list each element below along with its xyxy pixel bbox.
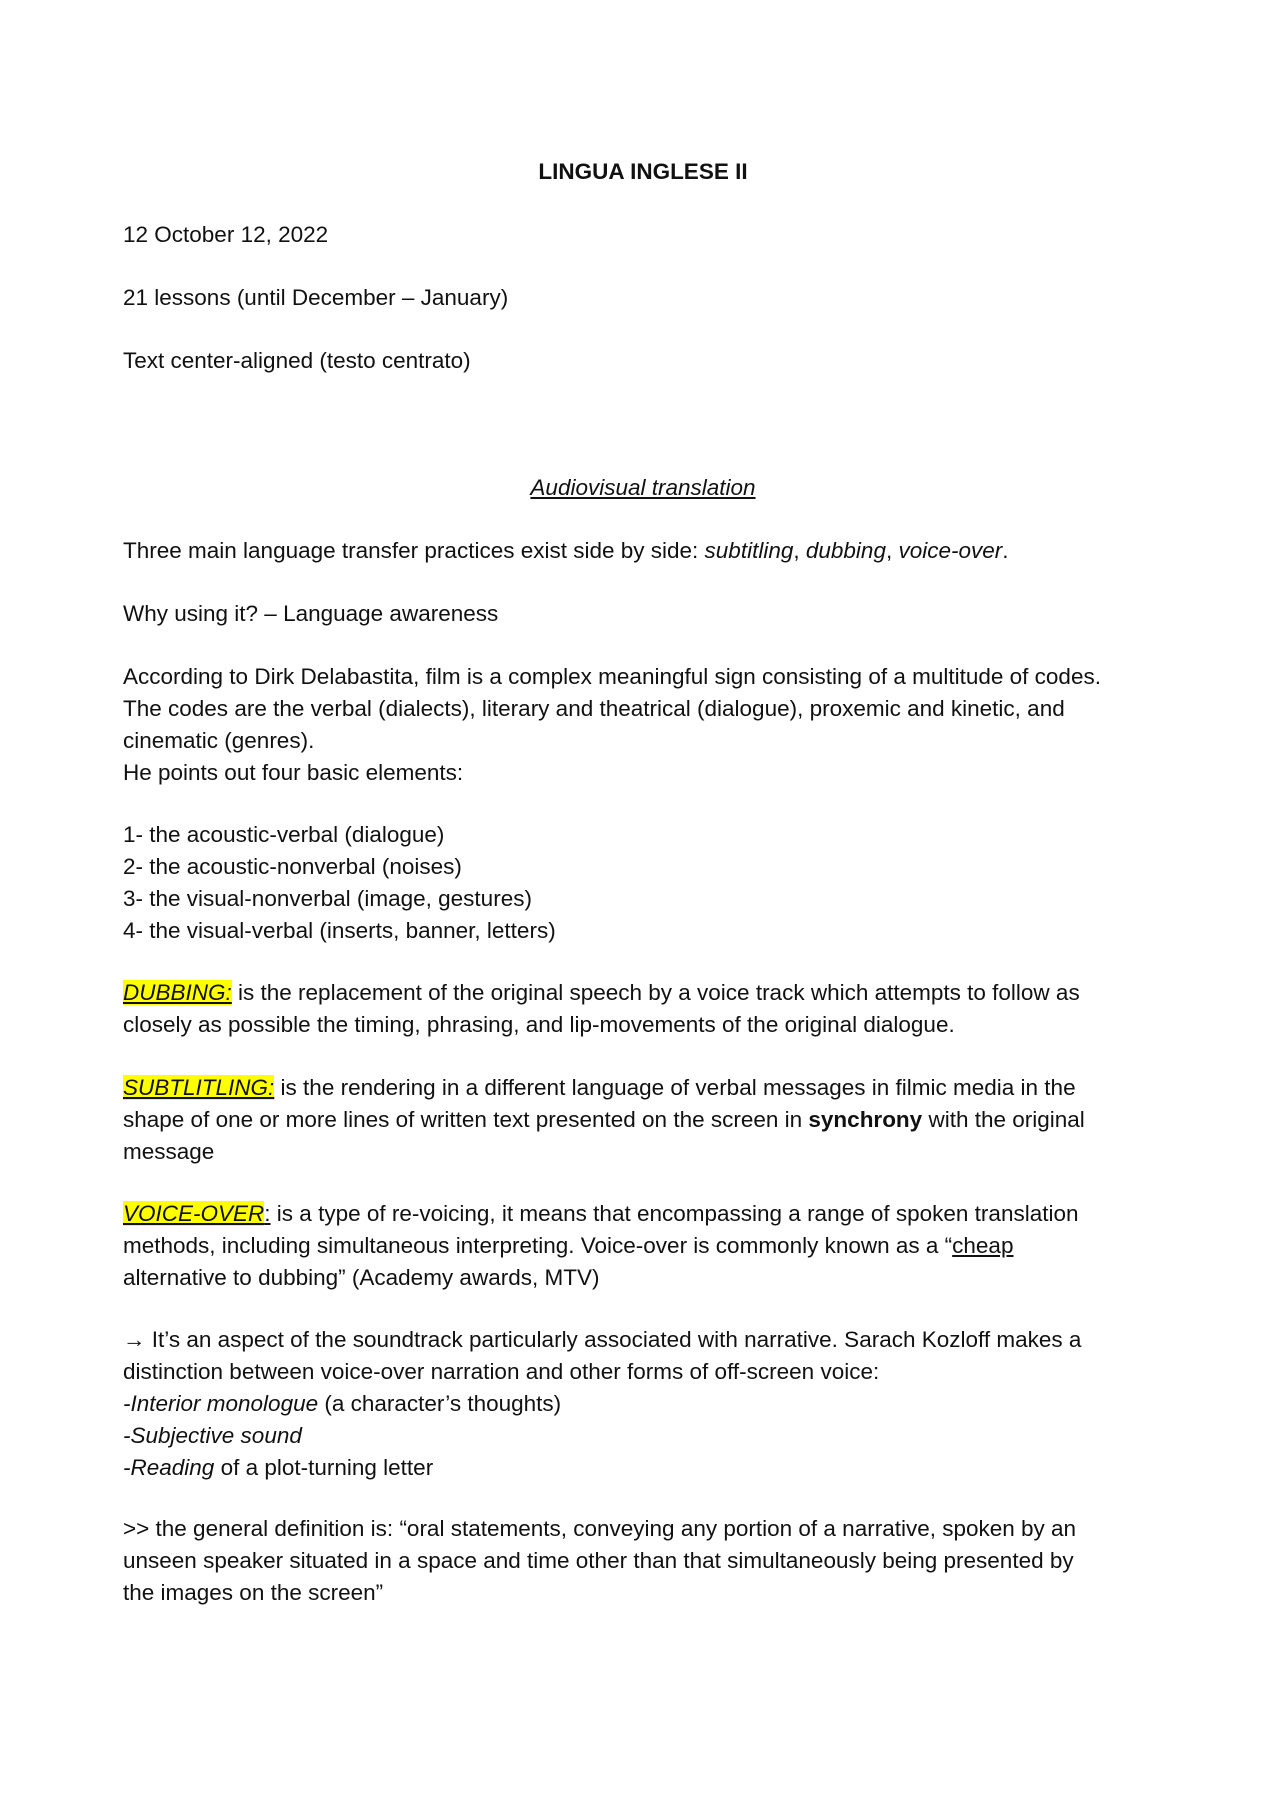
definition-line-1: >> the general definition is: “oral statements, conveying any portion of a narrative, spoken by an — [123, 1516, 1077, 1541]
section-heading-text: Audiovisual translation — [530, 475, 756, 500]
definition-paragraph — [123, 1513, 1163, 1609]
delabastita-line-1: According to Dirk Delabastita, film is a complex meaningful sign consisting of a multitude of codes. — [123, 664, 1101, 689]
kozloff-item-3-rest: of a plot-turning letter — [214, 1455, 434, 1480]
arrow-icon: → — [123, 1327, 146, 1352]
practices-separator-2: , — [885, 538, 899, 563]
definition-line-3: the images on the screen” — [123, 1580, 384, 1605]
delabastita-paragraph — [123, 661, 1163, 789]
subtitling-synchrony: synchrony — [808, 1107, 923, 1132]
kozloff-item-2-term: -Subjective sound — [123, 1423, 302, 1448]
practices-suffix: . — [1002, 538, 1009, 563]
kozloff-line-1: It’s an aspect of the soundtrack particularly associated with narrative. Sarach Kozloff makes a — [145, 1327, 1082, 1352]
kozloff-item-1-term: -Interior monologue — [123, 1391, 319, 1416]
alignment-line: Text center-aligned (testo centrato) — [123, 348, 471, 373]
voiceover-line-1: is a type of re-voicing, it means that encompassing a range of spoken translation — [270, 1201, 1079, 1226]
subtitling-line-1: is the rendering in a different language of verbal messages in filmic media in the — [274, 1075, 1076, 1100]
kozloff-line-2: distinction between voice-over narration and other forms of off-screen voice: — [123, 1359, 880, 1384]
practice-dubbing: dubbing — [805, 538, 886, 563]
subtitling-line-2-end: with the original — [922, 1107, 1085, 1132]
kozloff-paragraph — [123, 1324, 1163, 1484]
elements-list — [123, 819, 1163, 947]
dubbing-paragraph — [123, 977, 1163, 1041]
delabastita-line-2: The codes are the verbal (dialects), literary and theatrical (dialogue), proxemic and kinetic, and — [123, 696, 1065, 721]
why-line: Why using it? – Language awareness — [123, 601, 499, 626]
kozloff-item-1-rest: (a character’s thoughts) — [318, 1391, 562, 1416]
voiceover-colon: : — [264, 1201, 271, 1226]
list-item: 3- the visual-nonverbal (image, gestures) — [123, 886, 532, 911]
subtitling-line-2-start: shape of one or more lines of written text presented on the screen in — [123, 1107, 809, 1132]
kozloff-item-3-term: -Reading — [123, 1455, 215, 1480]
dubbing-line-2: closely as possible the timing, phrasing, and lip-movements of the original dialogue. — [123, 1012, 955, 1037]
document-title: LINGUA INGLESE II — [538, 159, 748, 184]
section-heading — [123, 472, 1163, 504]
document-page — [123, 0, 1163, 1811]
subtitling-term: SUBTLITLING: — [123, 1075, 275, 1100]
practice-subtitling: subtitling — [704, 538, 794, 563]
definition-line-2: unseen speaker situated in a space and time other than that simultaneously being presented by — [123, 1548, 1074, 1573]
dubbing-line-1: is the replacement of the original speech by a voice track which attempts to follow as — [231, 980, 1080, 1005]
voiceover-term: VOICE-OVER — [123, 1201, 265, 1226]
subtitling-line-3: message — [123, 1139, 215, 1164]
practices-prefix: Three main language transfer practices exist side by side: — [123, 538, 705, 563]
practice-voice-over: voice-over — [898, 538, 1003, 563]
voiceover-paragraph — [123, 1198, 1163, 1294]
practices-paragraph — [123, 535, 1163, 567]
voiceover-line-3: alternative to dubbing” (Academy awards, MTV) — [123, 1265, 600, 1290]
date-line: 12 October 12, 2022 — [123, 222, 329, 247]
voiceover-line-2-start: methods, including simultaneous interpreting. Voice-over is commonly known as a “ — [123, 1233, 953, 1258]
delabastita-line-4: He points out four basic elements: — [123, 760, 464, 785]
lessons-line: 21 lessons (until December – January) — [123, 285, 509, 310]
delabastita-line-3: cinematic (genres). — [123, 728, 315, 753]
practices-separator-1: , — [793, 538, 806, 563]
subtitling-paragraph — [123, 1072, 1163, 1168]
voiceover-cheap: cheap — [952, 1233, 1014, 1258]
list-item: 4- the visual-verbal (inserts, banner, letters) — [123, 918, 556, 943]
dubbing-term: DUBBING: — [123, 980, 232, 1005]
list-item: 2- the acoustic-nonverbal (noises) — [123, 854, 462, 879]
list-item: 1- the acoustic-verbal (dialogue) — [123, 822, 445, 847]
